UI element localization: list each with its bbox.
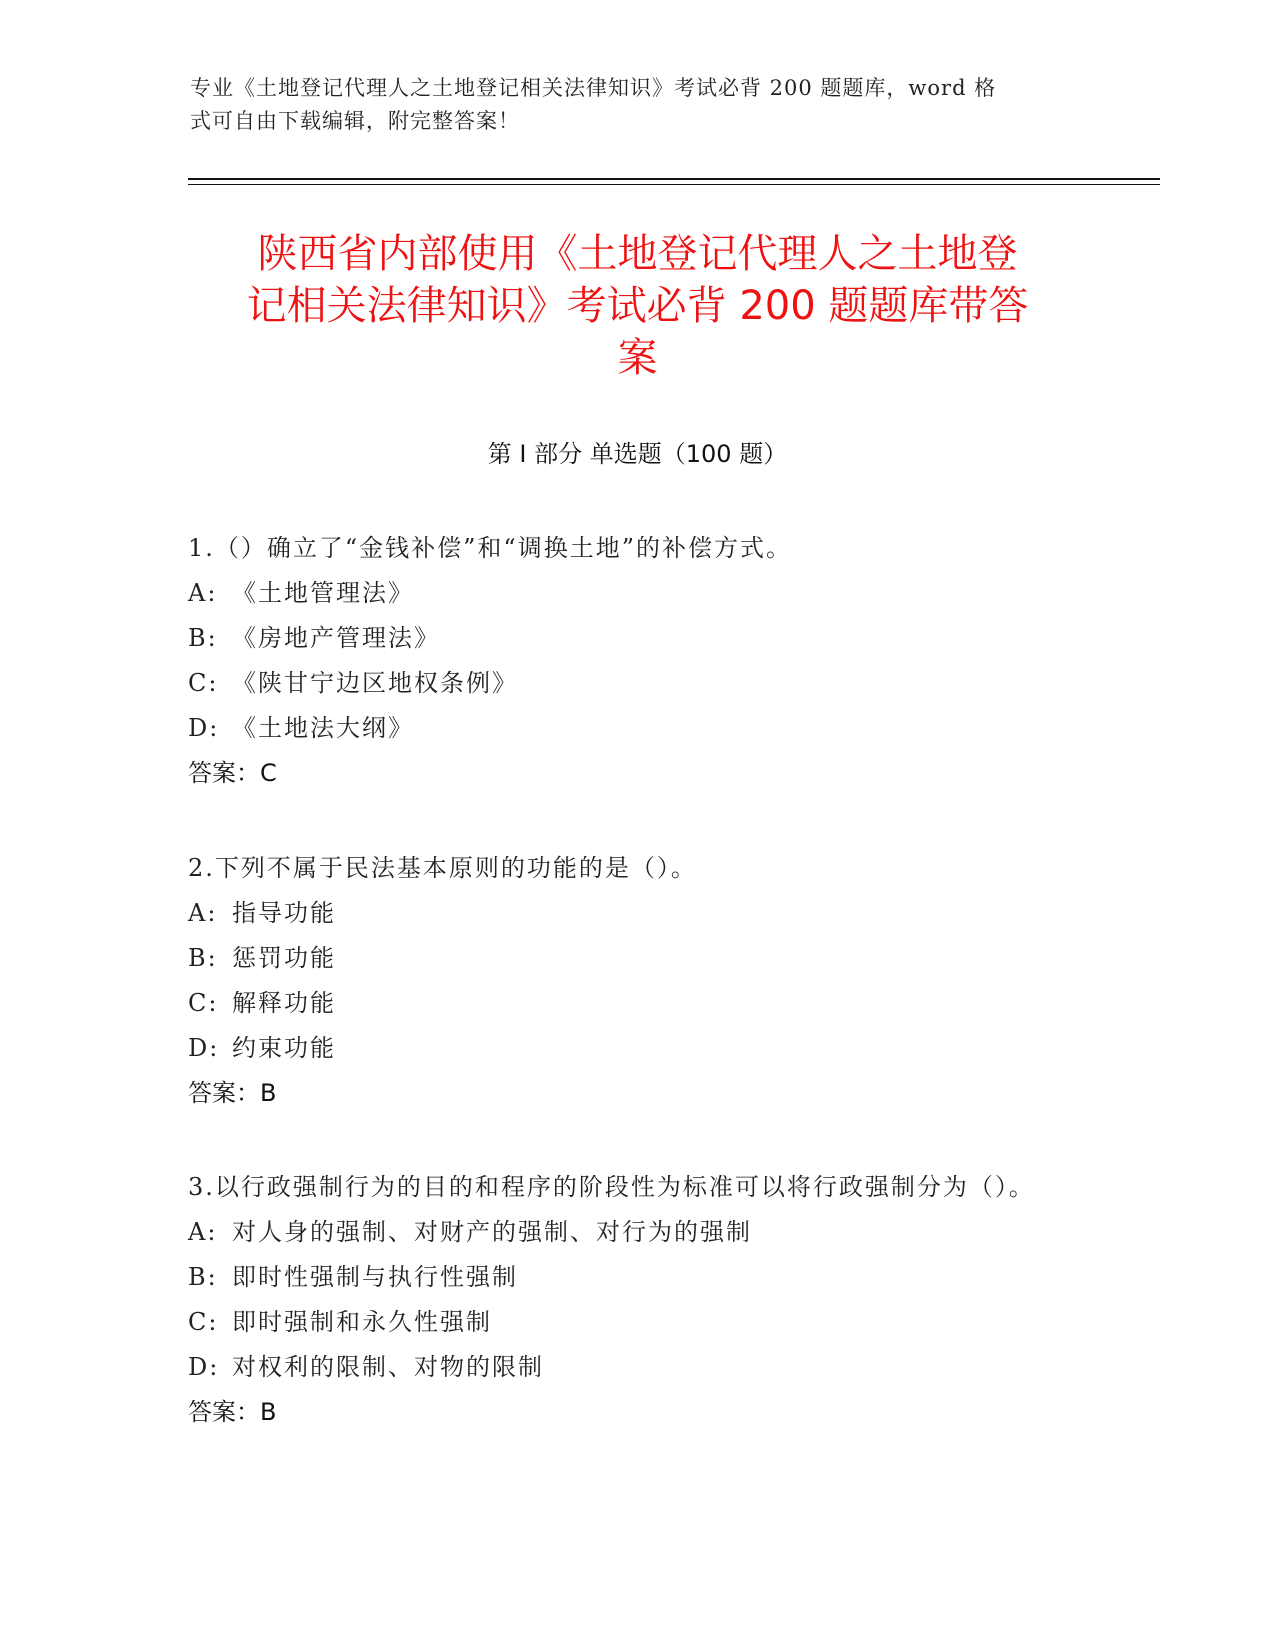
option-key: D: <box>188 1034 220 1062</box>
option-text: 《土地法大纲》 <box>232 714 414 742</box>
option-key: A: <box>188 1218 218 1246</box>
option-c <box>188 661 1088 706</box>
option-b <box>188 1255 1088 1300</box>
option-c <box>188 1300 1088 1345</box>
option-key: D: <box>188 714 220 742</box>
header-divider-thick <box>188 178 1160 180</box>
option-key: A: <box>188 899 218 927</box>
answer-line: 答案：B <box>188 1079 277 1107</box>
option-key: C: <box>188 669 219 697</box>
answer-line: 答案：B <box>188 1398 277 1426</box>
question-3 <box>188 1165 1088 1435</box>
option-b <box>188 936 1088 981</box>
option-c <box>188 981 1088 1026</box>
option-a <box>188 571 1088 616</box>
option-d <box>188 1345 1088 1390</box>
document-title-line1: 陕西省内部使用《土地登记代理人之土地登 <box>257 231 1018 277</box>
option-text: 惩罚功能 <box>232 944 336 972</box>
option-text: 指导功能 <box>232 899 336 927</box>
section-heading: 第 I 部分 单选题（100 题） <box>487 440 788 468</box>
option-text: 即时性强制与执行性强制 <box>232 1263 518 1291</box>
question-stem: 3.以行政强制行为的目的和程序的阶段性为标准可以将行政强制分为（）。 <box>188 1173 1035 1201</box>
option-key: D: <box>188 1353 220 1381</box>
option-key: B: <box>188 944 218 972</box>
option-key: B: <box>188 624 218 652</box>
option-key: C: <box>188 1308 219 1336</box>
answer-line: 答案：C <box>188 759 277 787</box>
question-2 <box>188 846 1088 1116</box>
option-text: 约束功能 <box>232 1034 336 1062</box>
option-text: 对权利的限制、对物的限制 <box>232 1353 544 1381</box>
option-d <box>188 1026 1088 1071</box>
option-text: 解释功能 <box>232 989 336 1017</box>
option-key: A: <box>188 579 218 607</box>
document-title-line2: 记相关法律知识》考试必背 200 题题库带答 <box>246 283 1029 329</box>
option-text: 即时强制和永久性强制 <box>232 1308 492 1336</box>
option-text: 《土地管理法》 <box>232 579 414 607</box>
option-a <box>188 1210 1088 1255</box>
question-stem: 1.（）确立了“金钱补偿”和“调换土地”的补偿方式。 <box>188 534 792 562</box>
option-key: C: <box>188 989 219 1017</box>
question-stem: 2.下列不属于民法基本原则的功能的是（）。 <box>188 854 697 882</box>
question-1 <box>188 526 1088 796</box>
document-title <box>160 228 1115 384</box>
option-text: 《陕甘宁边区地权条例》 <box>232 669 518 697</box>
option-a <box>188 891 1088 936</box>
document-title-line3: 案 <box>617 335 658 381</box>
header-divider-thin <box>188 184 1160 185</box>
option-text: 对人身的强制、对财产的强制、对行为的强制 <box>232 1218 752 1246</box>
option-d <box>188 706 1088 751</box>
option-b <box>188 616 1088 661</box>
option-text: 《房地产管理法》 <box>232 624 440 652</box>
header-note-line2: 式可自由下载编辑，附完整答案！ <box>190 109 520 133</box>
header-note-line1: 专业《土地登记代理人之土地登记相关法律知识》考试必背 200 题题库，word 格 <box>190 76 997 100</box>
header-note <box>190 72 1080 138</box>
option-key: B: <box>188 1263 218 1291</box>
